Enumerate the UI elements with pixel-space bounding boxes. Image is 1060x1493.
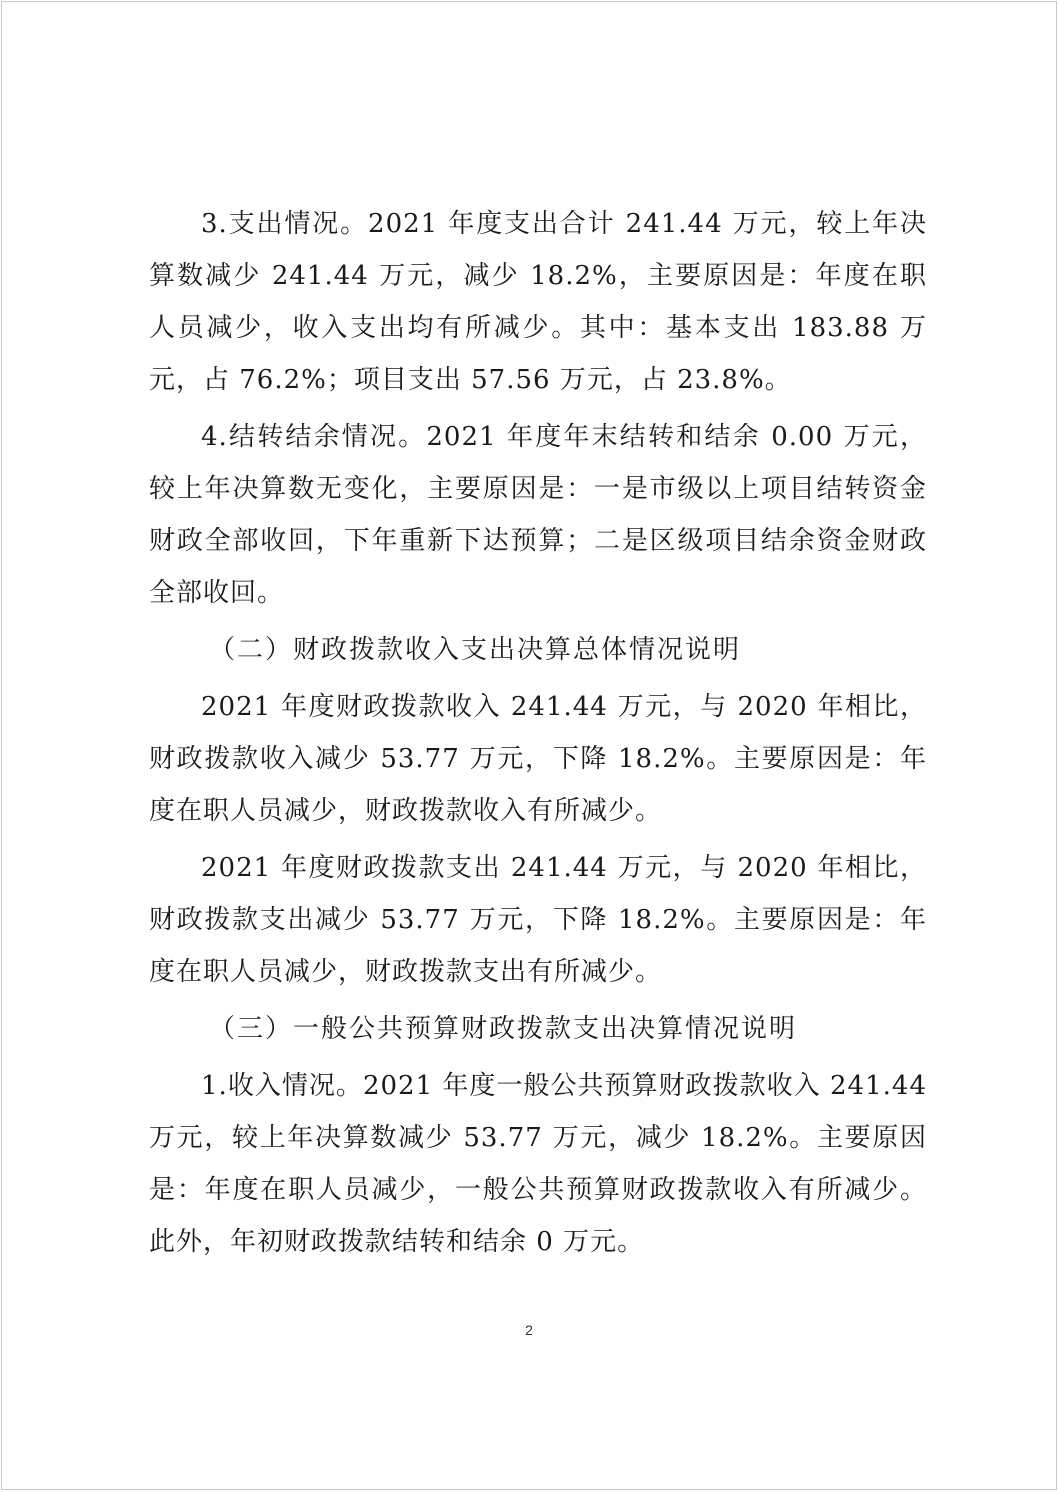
paragraph-carryover-balance: 4.结转结余情况。2021 年度年末结转和结余 0.00 万元，较上年决算数无变化，主要原因是：一是市级以上项目结转资金财政全部收回，下年重新下达预算；二是区级项目结余资金财政全部收回。	[149, 422, 927, 608]
paragraph-fiscal-income: 2021 年度财政拨款收入 241.44 万元，与 2020 年相比，财政拨款收入减少 53.77 万元，下降 18.2%。主要原因是：年度在职人员减少，财政拨款收入有所减少。	[149, 692, 927, 826]
paragraph-expenditure: 3.支出情况。2021 年度支出合计 241.44 万元，较上年决算数减少 241.44 万元，减少 18.2%，主要原因是：年度在职人员减少，收入支出均有所减少。其中：基本支出 183.88 万元，占 76.2%；项目支出 57.56 万元，占 23.8%。	[149, 209, 927, 395]
page-content	[149, 198, 927, 1273]
page-number: 2	[525, 1322, 533, 1338]
section-heading-3: （三）一般公共预算财政拨款支出决算情况说明	[209, 1014, 798, 1044]
section-heading-2: （二）财政拨款收入支出决算总体情况说明	[209, 635, 742, 665]
paragraph-fiscal-expenditure: 2021 年度财政拨款支出 241.44 万元，与 2020 年相比，财政拨款支出减少 53.77 万元，下降 18.2%。主要原因是：年度在职人员减少，财政拨款支出有所减少。	[149, 853, 927, 987]
document-page	[1, 1, 1057, 1490]
paragraph-general-budget-income: 1.收入情况。2021 年度一般公共预算财政拨款收入 241.44 万元，较上年决算数减少 53.77 万元，减少 18.2%。主要原因是：年度在职人员减少，一般公共预算财政拨款收入有所减少。此外，年初财政拨款结转和结余 0 万元。	[149, 1071, 927, 1257]
